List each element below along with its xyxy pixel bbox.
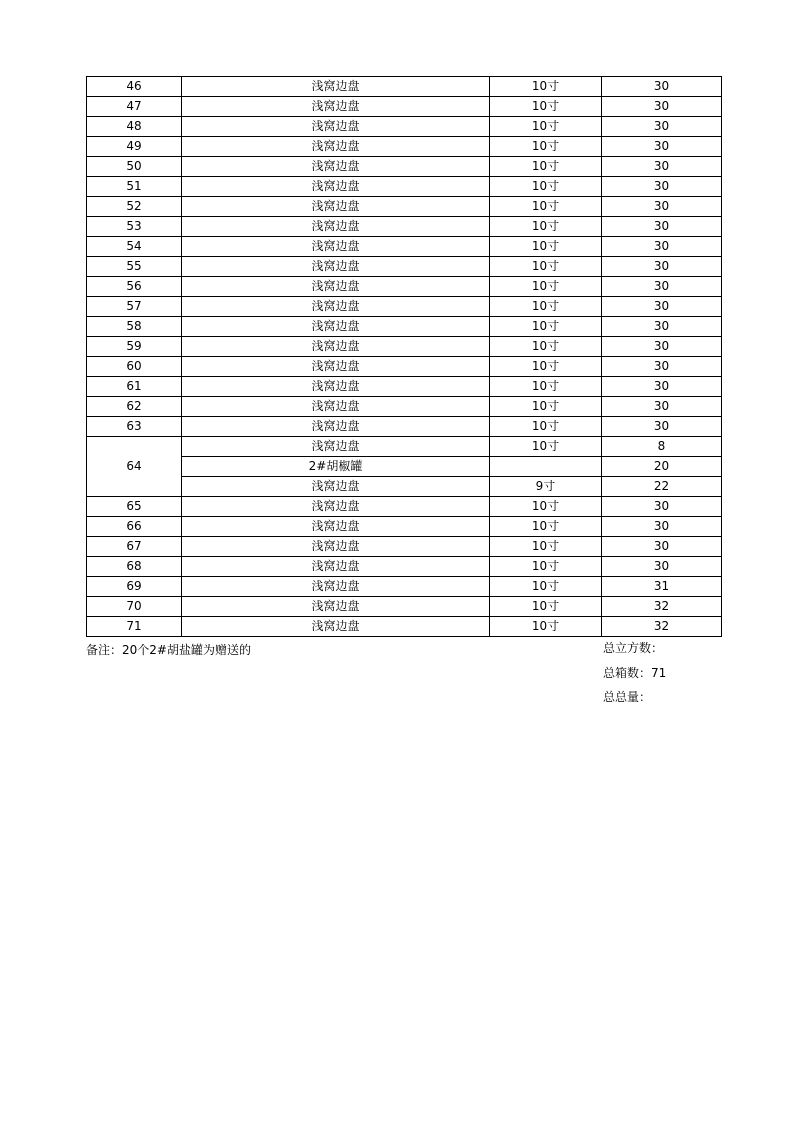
item-quantity-cell: 30: [602, 297, 722, 317]
item-size-cell: 10寸: [490, 437, 602, 457]
table-row: [87, 297, 722, 317]
item-size-cell: 10寸: [490, 617, 602, 637]
item-name-cell: 浅窝边盘: [182, 517, 490, 537]
item-size-cell: 10寸: [490, 317, 602, 337]
item-name-cell: 浅窝边盘: [182, 497, 490, 517]
item-quantity-cell: 31: [602, 577, 722, 597]
item-size-cell: 10寸: [490, 417, 602, 437]
packing-list-body: [87, 77, 722, 637]
item-quantity-cell: 30: [602, 357, 722, 377]
row-number-cell: 59: [87, 337, 182, 357]
item-quantity-cell: 30: [602, 537, 722, 557]
table-row: [87, 377, 722, 397]
row-number-cell: 66: [87, 517, 182, 537]
table-row: [87, 417, 722, 437]
row-number-cell: 65: [87, 497, 182, 517]
item-size-cell: 10寸: [490, 197, 602, 217]
item-quantity-cell: 30: [602, 397, 722, 417]
item-name-cell: 浅窝边盘: [182, 377, 490, 397]
row-number-cell: 49: [87, 137, 182, 157]
row-number-cell: 62: [87, 397, 182, 417]
table-row: [87, 197, 722, 217]
item-name-cell: 浅窝边盘: [182, 597, 490, 617]
total-boxes-label: 总箱数：71: [603, 666, 667, 680]
item-name-cell: 浅窝边盘: [182, 197, 490, 217]
row-number-cell: 60: [87, 357, 182, 377]
item-size-cell: 10寸: [490, 137, 602, 157]
table-row: [87, 497, 722, 517]
item-size-cell: [490, 457, 602, 477]
item-name-cell: 浅窝边盘: [182, 177, 490, 197]
item-name-cell: 2#胡椒罐: [182, 457, 490, 477]
table-row: [87, 257, 722, 277]
row-number-cell: 51: [87, 177, 182, 197]
table-row: [87, 577, 722, 597]
table-row: [87, 77, 722, 97]
table-row: [87, 117, 722, 137]
item-quantity-cell: 30: [602, 217, 722, 237]
item-name-cell: 浅窝边盘: [182, 117, 490, 137]
item-quantity-cell: 30: [602, 257, 722, 277]
item-name-cell: 浅窝边盘: [182, 317, 490, 337]
item-name-cell: 浅窝边盘: [182, 217, 490, 237]
item-quantity-cell: 22: [602, 477, 722, 497]
item-name-cell: 浅窝边盘: [182, 257, 490, 277]
item-size-cell: 10寸: [490, 337, 602, 357]
item-quantity-cell: 32: [602, 617, 722, 637]
table-row: [87, 537, 722, 557]
item-name-cell: 浅窝边盘: [182, 337, 490, 357]
row-number-cell: 47: [87, 97, 182, 117]
item-quantity-cell: 30: [602, 157, 722, 177]
row-number-cell: 53: [87, 217, 182, 237]
item-quantity-cell: 30: [602, 337, 722, 357]
row-number-cell: 55: [87, 257, 182, 277]
item-name-cell: 浅窝边盘: [182, 617, 490, 637]
row-number-cell: 48: [87, 117, 182, 137]
packing-list-table: [86, 76, 722, 637]
item-quantity-cell: 30: [602, 177, 722, 197]
table-row: [87, 217, 722, 237]
table-row: [87, 557, 722, 577]
item-size-cell: 10寸: [490, 577, 602, 597]
item-quantity-cell: 30: [602, 417, 722, 437]
item-quantity-cell: 30: [602, 557, 722, 577]
item-name-cell: 浅窝边盘: [182, 237, 490, 257]
item-name-cell: 浅窝边盘: [182, 417, 490, 437]
row-number-cell: 57: [87, 297, 182, 317]
row-number-cell: 58: [87, 317, 182, 337]
item-name-cell: 浅窝边盘: [182, 577, 490, 597]
item-quantity-cell: 30: [602, 117, 722, 137]
row-number-cell: 70: [87, 597, 182, 617]
item-name-cell: 浅窝边盘: [182, 557, 490, 577]
item-size-cell: 10寸: [490, 157, 602, 177]
item-name-cell: 浅窝边盘: [182, 477, 490, 497]
row-number-cell: 50: [87, 157, 182, 177]
table-row: [87, 337, 722, 357]
table-row: [87, 597, 722, 617]
item-size-cell: 10寸: [490, 497, 602, 517]
table-row: [87, 477, 722, 497]
item-name-cell: 浅窝边盘: [182, 397, 490, 417]
item-size-cell: 10寸: [490, 517, 602, 537]
item-size-cell: 10寸: [490, 117, 602, 137]
item-size-cell: 10寸: [490, 97, 602, 117]
row-number-cell: 64: [87, 437, 182, 497]
item-quantity-cell: 30: [602, 237, 722, 257]
row-number-cell: 52: [87, 197, 182, 217]
item-name-cell: 浅窝边盘: [182, 137, 490, 157]
table-row: [87, 357, 722, 377]
table-row: [87, 397, 722, 417]
item-quantity-cell: 30: [602, 497, 722, 517]
item-size-cell: 10寸: [490, 397, 602, 417]
item-name-cell: 浅窝边盘: [182, 537, 490, 557]
table-row: [87, 157, 722, 177]
item-size-cell: 10寸: [490, 537, 602, 557]
item-name-cell: 浅窝边盘: [182, 97, 490, 117]
row-number-cell: 61: [87, 377, 182, 397]
item-size-cell: 10寸: [490, 557, 602, 577]
item-size-cell: 10寸: [490, 217, 602, 237]
item-size-cell: 9寸: [490, 477, 602, 497]
item-quantity-cell: 30: [602, 197, 722, 217]
item-size-cell: 10寸: [490, 297, 602, 317]
item-size-cell: 10寸: [490, 77, 602, 97]
item-quantity-cell: 32: [602, 597, 722, 617]
item-name-cell: 浅窝边盘: [182, 297, 490, 317]
table-row: [87, 237, 722, 257]
row-number-cell: 54: [87, 237, 182, 257]
row-number-cell: 56: [87, 277, 182, 297]
item-size-cell: 10寸: [490, 237, 602, 257]
item-name-cell: 浅窝边盘: [182, 357, 490, 377]
table-row: [87, 317, 722, 337]
item-name-cell: 浅窝边盘: [182, 157, 490, 177]
remark-note: 备注：20个2#胡盐罐为赠送的: [86, 643, 251, 657]
table-row: [87, 457, 722, 477]
row-number-cell: 63: [87, 417, 182, 437]
item-quantity-cell: 30: [602, 97, 722, 117]
item-quantity-cell: 30: [602, 77, 722, 97]
item-quantity-cell: 30: [602, 137, 722, 157]
row-number-cell: 69: [87, 577, 182, 597]
item-quantity-cell: 30: [602, 377, 722, 397]
item-quantity-cell: 30: [602, 517, 722, 537]
table-row: [87, 97, 722, 117]
table-row: [87, 137, 722, 157]
total-weight-label: 总总量：: [603, 690, 652, 704]
item-quantity-cell: 20: [602, 457, 722, 477]
row-number-cell: 71: [87, 617, 182, 637]
table-row: [87, 437, 722, 457]
table-row: [87, 617, 722, 637]
item-size-cell: 10寸: [490, 177, 602, 197]
item-quantity-cell: 30: [602, 277, 722, 297]
item-size-cell: 10寸: [490, 257, 602, 277]
item-name-cell: 浅窝边盘: [182, 277, 490, 297]
item-size-cell: 10寸: [490, 357, 602, 377]
table-row: [87, 277, 722, 297]
table-row: [87, 177, 722, 197]
item-quantity-cell: 30: [602, 317, 722, 337]
item-quantity-cell: 8: [602, 437, 722, 457]
row-number-cell: 46: [87, 77, 182, 97]
item-size-cell: 10寸: [490, 377, 602, 397]
item-size-cell: 10寸: [490, 597, 602, 617]
item-name-cell: 浅窝边盘: [182, 437, 490, 457]
table-row: [87, 517, 722, 537]
item-size-cell: 10寸: [490, 277, 602, 297]
item-name-cell: 浅窝边盘: [182, 77, 490, 97]
row-number-cell: 67: [87, 537, 182, 557]
row-number-cell: 68: [87, 557, 182, 577]
total-volume-label: 总立方数：: [603, 641, 664, 655]
